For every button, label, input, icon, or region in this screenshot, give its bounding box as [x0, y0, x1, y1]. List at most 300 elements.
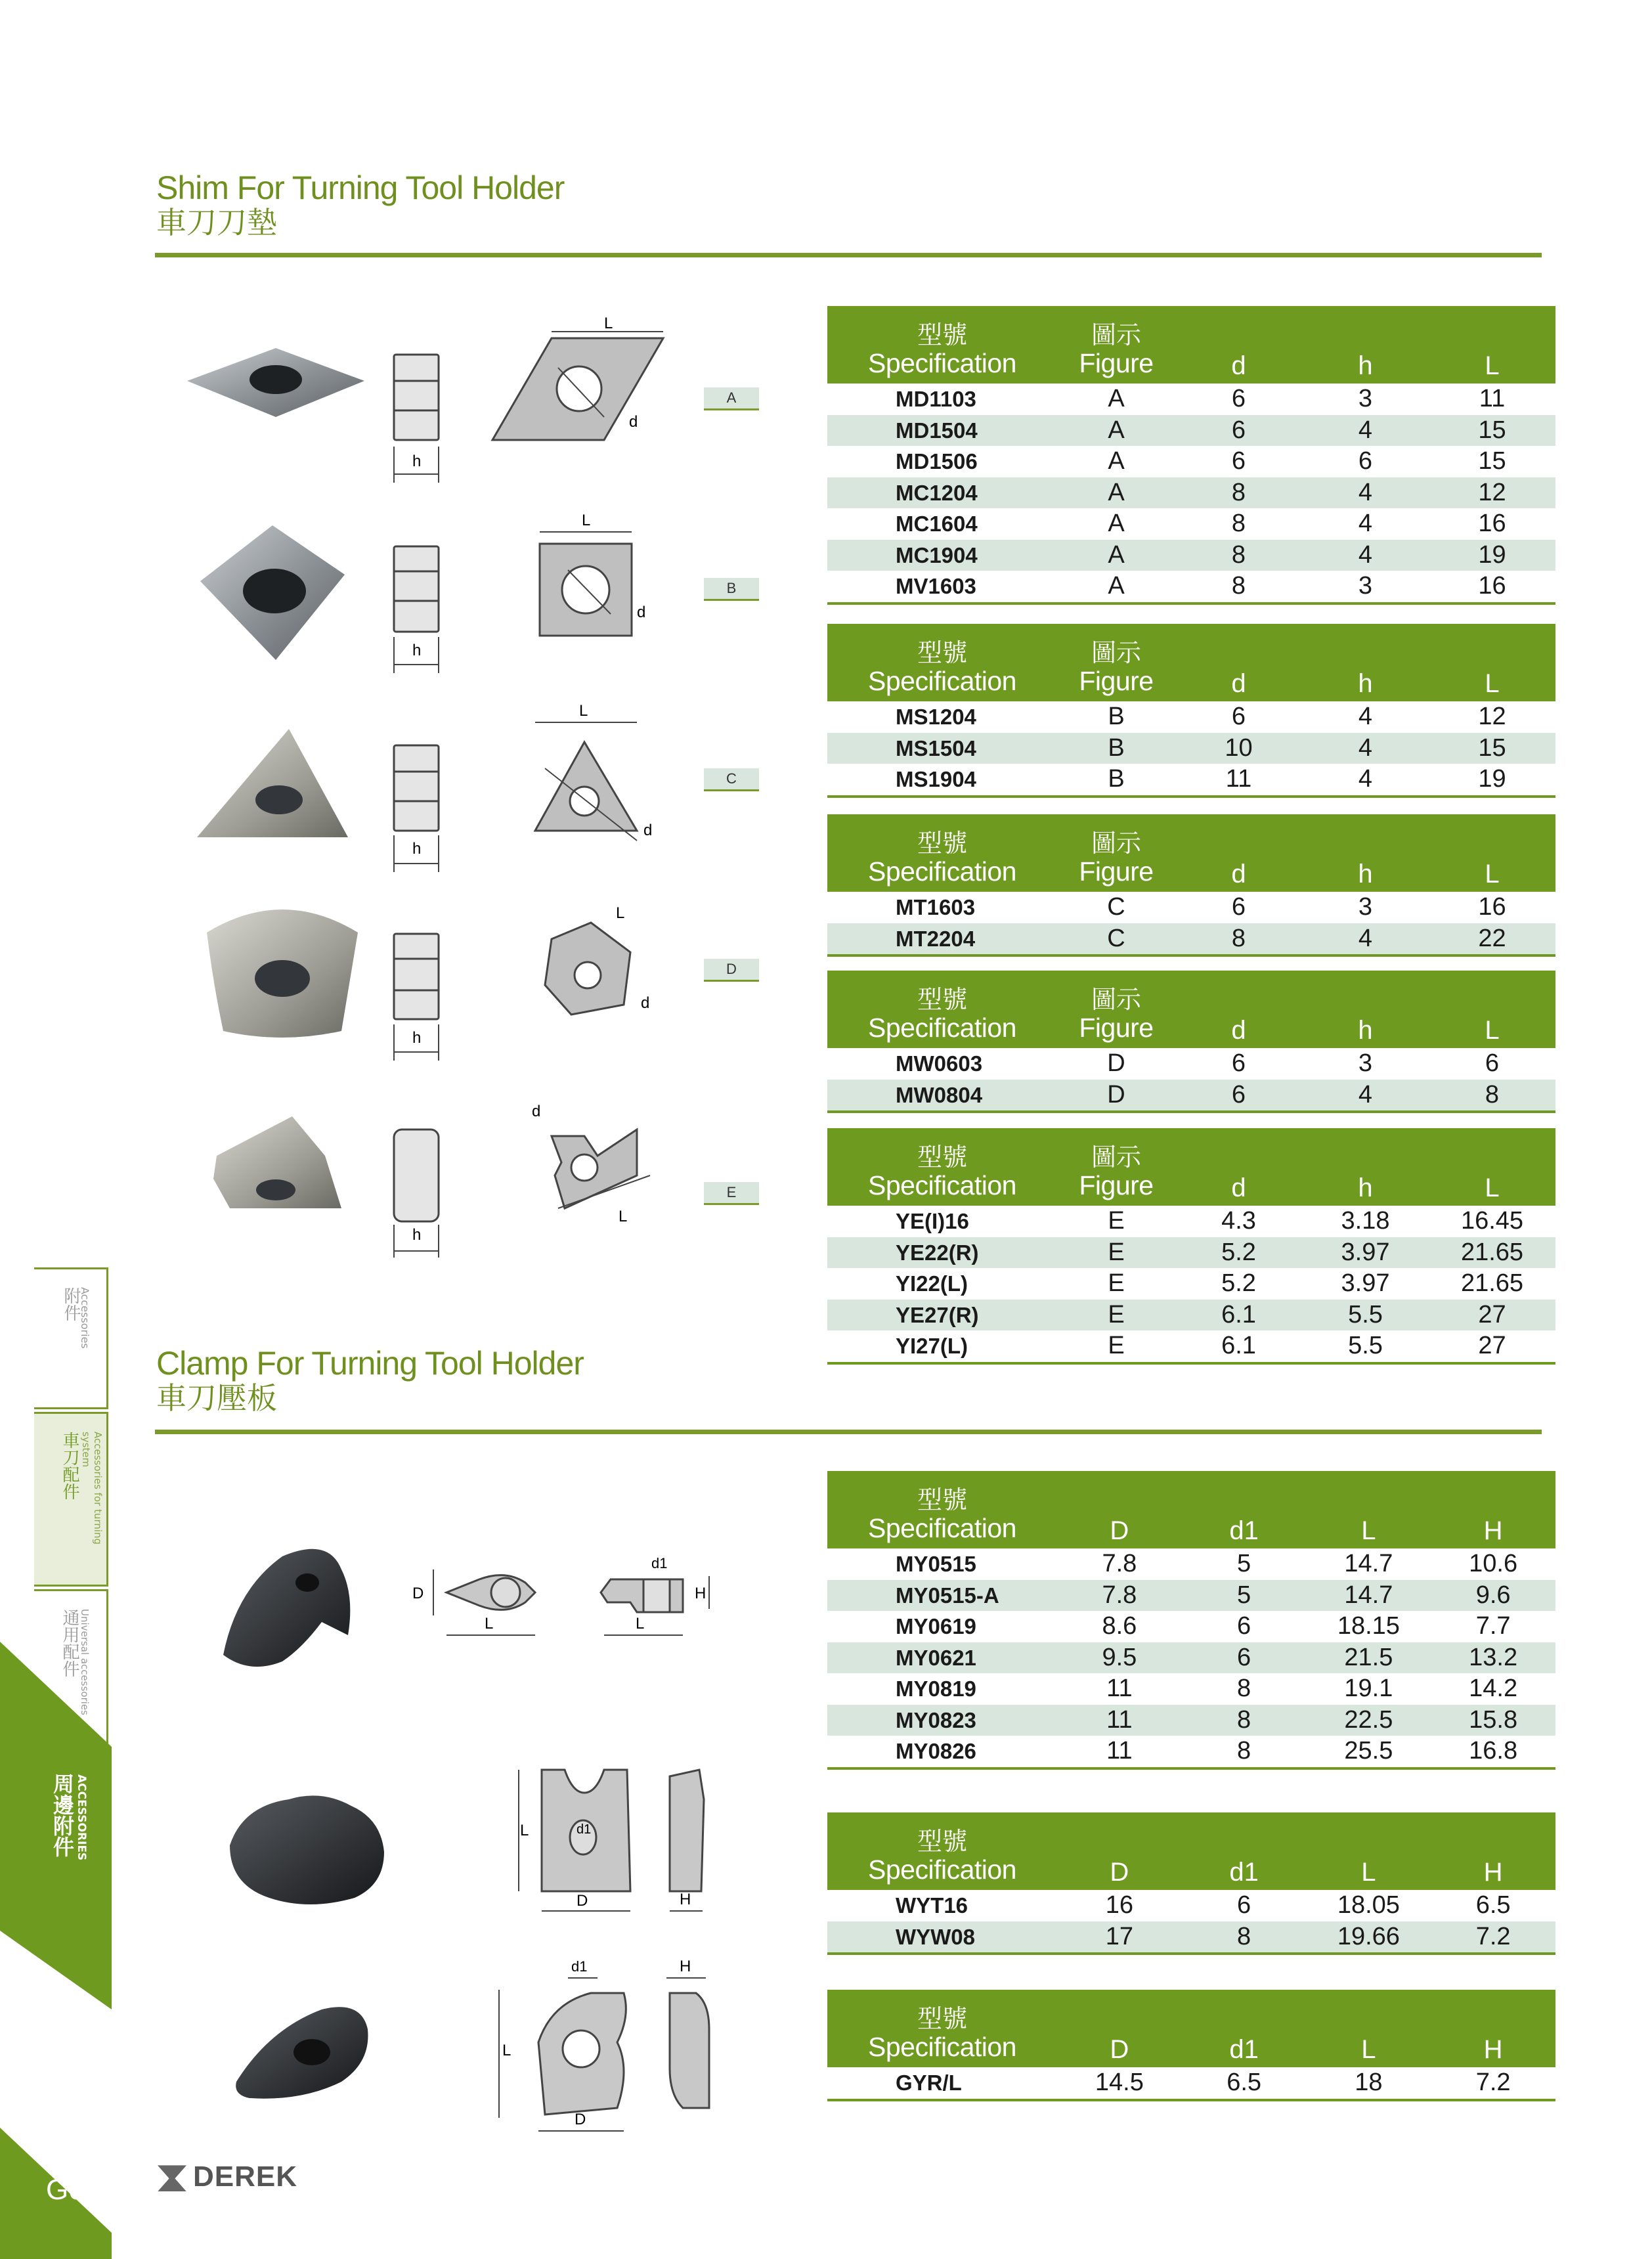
table-cell: 19: [1429, 540, 1555, 571]
col-header: [1057, 1812, 1182, 1890]
table-cell: 9.6: [1431, 1580, 1555, 1612]
col-header: [1175, 814, 1302, 892]
col-header-label: d: [1231, 351, 1246, 380]
shim-drawing-d: [545, 923, 630, 1015]
label-L-d: L: [616, 904, 625, 922]
table-row: [827, 1921, 1555, 1954]
col-header-label: L: [1485, 351, 1500, 380]
table-cell: 11: [1106, 1675, 1133, 1703]
clamp-illustrations: [210, 1530, 735, 2154]
table-row: [827, 1580, 1555, 1612]
col-header: [1302, 1128, 1429, 1206]
spec-header-zh: 型號: [917, 1827, 967, 1856]
col-header-label: h: [1358, 351, 1373, 380]
table-cell: 7.8: [1102, 1550, 1137, 1578]
table-cell: E: [1057, 1237, 1175, 1269]
table-cell: 19.66: [1307, 1921, 1431, 1954]
label-d-c: d: [643, 822, 653, 839]
label-d-e: d: [532, 1103, 541, 1120]
table-cell: 11: [1057, 1705, 1182, 1736]
table-cell: 27: [1429, 1330, 1555, 1363]
table-cell: 16: [1105, 1891, 1134, 1919]
table-row: [827, 1736, 1555, 1768]
sidebar-tab2-zh: 車刀配件: [60, 1432, 79, 1500]
table-cell: 3.97: [1302, 1237, 1429, 1269]
shim-photo-e: [213, 1116, 341, 1208]
shim-drawing-c: [535, 722, 637, 841]
label-h-c: h: [412, 840, 422, 858]
col-header-label: d1: [1229, 2035, 1259, 2064]
page-number: G09: [46, 2174, 101, 2206]
label-L-1: L: [485, 1615, 494, 1633]
figure-header: [1057, 1128, 1175, 1206]
table-cell: 16: [1429, 571, 1555, 603]
clamp-table-3: [827, 1990, 1555, 2101]
shim-drawing-b: [540, 532, 632, 636]
spec-code: MY0621: [827, 1642, 1057, 1674]
table-cell: 8: [1175, 571, 1302, 603]
table-cell: 7.8: [1057, 1580, 1182, 1612]
spec-code: MW0804: [827, 1080, 1057, 1112]
table-cell: 22: [1429, 923, 1555, 956]
table-cell: 8.6: [1102, 1612, 1137, 1640]
col-header-label: D: [1110, 2035, 1129, 2064]
table-row: [827, 1705, 1555, 1736]
table-cell: C: [1057, 923, 1175, 956]
figure-label-e: E: [704, 1182, 759, 1205]
table-cell: 14.7: [1344, 1550, 1393, 1578]
table-cell: A: [1057, 540, 1175, 571]
sidebar-tab2-en: Accessories for turning system: [80, 1432, 104, 1545]
label-D-1: D: [412, 1585, 424, 1602]
shim-table-5: [827, 1128, 1555, 1365]
table-cell: 8: [1182, 1736, 1307, 1768]
table-cell: 3.18: [1341, 1207, 1390, 1235]
label-D-3: D: [575, 2111, 586, 2128]
spec-header-zh: 型號: [917, 638, 967, 668]
col-header-label: d1: [1229, 1858, 1259, 1887]
table-row: [827, 1080, 1555, 1112]
shim-photo-a: [187, 348, 364, 417]
clamp-title-zh: 車刀壓板: [156, 1380, 277, 1416]
table-cell: 5: [1237, 1550, 1251, 1578]
table-cell: 6: [1231, 1049, 1246, 1078]
col-header-label: L: [1485, 1173, 1500, 1202]
table-cell: 18.05: [1337, 1891, 1400, 1919]
col-header-label: d: [1231, 1173, 1246, 1202]
table-cell: 22.5: [1307, 1705, 1431, 1736]
table-cell: 4: [1302, 477, 1429, 509]
table-cell: 7.7: [1475, 1612, 1511, 1640]
spec-header: [827, 1128, 1057, 1206]
col-header-label: H: [1483, 1516, 1503, 1545]
table-cell: 17: [1057, 1921, 1182, 1954]
spec-code: MY0515: [896, 1552, 976, 1577]
spec-header: [827, 306, 1057, 384]
table-row: [827, 1548, 1555, 1580]
spec-code: MD1506: [896, 449, 978, 474]
table-cell: 21.65: [1429, 1237, 1555, 1269]
figure-label-c: C: [704, 768, 759, 791]
spec-code: MY0823: [827, 1705, 1057, 1736]
label-H-2: H: [680, 1891, 691, 1908]
spec-code: MY0619: [896, 1614, 976, 1639]
table-cell: 4: [1358, 510, 1373, 538]
table-cell: 6: [1175, 415, 1302, 447]
col-header: [1429, 624, 1555, 701]
col-header: [1302, 306, 1429, 384]
spec-code: MS1904: [827, 764, 1057, 797]
sidebar-tab3-en: Universal accessories: [79, 1609, 91, 1715]
table-cell: 8: [1175, 540, 1302, 571]
label-L-3: L: [502, 2042, 511, 2059]
table-cell: 6: [1231, 447, 1246, 475]
figure-header: [1057, 624, 1175, 701]
table-cell: 5.2: [1221, 1269, 1256, 1298]
clamp-section-title: [156, 1345, 584, 1416]
table-row: [827, 540, 1555, 571]
table-row: [827, 892, 1555, 923]
spec-header-en: Specification: [868, 665, 1016, 696]
shim-side-a: [394, 355, 439, 440]
col-header: [1302, 814, 1429, 892]
table-row: [827, 1330, 1555, 1363]
table-cell: 6.1: [1175, 1330, 1302, 1363]
col-header: [1307, 1990, 1431, 2067]
table-cell: 5.5: [1302, 1300, 1429, 1331]
shim-table-2: [827, 624, 1555, 798]
clamp-photo-3: [236, 2007, 368, 2098]
col-header: [1429, 814, 1555, 892]
figure-header-en: Figure: [1079, 1170, 1154, 1200]
col-header-label: d1: [1229, 1516, 1259, 1545]
table-row: [827, 415, 1555, 447]
table-cell: 6: [1358, 447, 1373, 475]
table-cell: A: [1057, 477, 1175, 509]
table-cell: 16.8: [1431, 1736, 1555, 1768]
table-cell: 3: [1302, 571, 1429, 603]
table-cell: 6: [1182, 1642, 1307, 1674]
figure-label-b: B: [704, 578, 759, 601]
table-cell: A: [1108, 385, 1125, 413]
table-cell: C: [1107, 893, 1125, 921]
table-cell: 4: [1302, 733, 1429, 764]
label-d-d: d: [641, 994, 650, 1012]
table-cell: 8: [1237, 1675, 1251, 1703]
table-cell: A: [1108, 510, 1125, 538]
figure-header-zh: 圖示: [1091, 1143, 1141, 1172]
table-cell: 6: [1231, 385, 1246, 413]
spec-header: [827, 1812, 1057, 1890]
spec-code: WYW08: [827, 1921, 1057, 1954]
spec-code: MC1904: [827, 540, 1057, 571]
table-row: [827, 2067, 1555, 2100]
shim-side-e: [394, 1130, 439, 1221]
spec-header-zh: 型號: [917, 985, 967, 1015]
col-header-label: h: [1358, 860, 1373, 888]
table-cell: 13.2: [1431, 1642, 1555, 1674]
label-H-3: H: [680, 1958, 691, 1975]
col-header: [1182, 1990, 1307, 2067]
shim-table-1: [827, 306, 1555, 605]
table-cell: 9.5: [1057, 1642, 1182, 1674]
label-d-b: d: [637, 603, 646, 621]
table-cell: 18: [1307, 2067, 1431, 2100]
figure-header-en: Figure: [1079, 856, 1154, 887]
table-cell: E: [1057, 1330, 1175, 1363]
figure-header-zh: 圖示: [1091, 638, 1141, 668]
col-header: [1175, 624, 1302, 701]
col-header-label: d: [1231, 860, 1246, 888]
label-h-d: h: [412, 1029, 422, 1047]
spec-code: MC1204: [827, 477, 1057, 509]
shim-title-zh: 車刀刀墊: [156, 205, 277, 240]
col-header: [1429, 1128, 1555, 1206]
col-header-label: h: [1358, 669, 1373, 698]
logo-icon: [158, 2165, 186, 2191]
table-cell: 16: [1478, 510, 1506, 538]
col-header-label: h: [1358, 1016, 1373, 1045]
table-cell: E: [1057, 1300, 1175, 1331]
table-cell: A: [1057, 415, 1175, 447]
figure-header-zh: 圖示: [1091, 829, 1141, 858]
table-row: [827, 446, 1555, 477]
table-cell: 21.65: [1460, 1269, 1524, 1298]
clamp-drawing-2-side: [670, 1770, 704, 1891]
spec-code: MW0603: [896, 1051, 983, 1076]
col-header-label: D: [1110, 1858, 1129, 1887]
spec-header-en: Specification: [868, 1512, 1016, 1543]
clamp-drawing-1-side: [601, 1579, 683, 1612]
shim-drawing-e: [552, 1130, 650, 1208]
spec-header: [827, 814, 1057, 892]
label-h-b: h: [412, 642, 422, 659]
label-d-a: d: [629, 413, 638, 431]
col-header: [1057, 1471, 1182, 1548]
spec-code: YE22(R): [827, 1237, 1057, 1269]
table-row: [827, 384, 1555, 415]
col-header: [1429, 306, 1555, 384]
col-header: [1429, 971, 1555, 1048]
shim-divider: [155, 253, 1542, 257]
table-cell: 25.5: [1307, 1736, 1431, 1768]
col-header: [1307, 1471, 1431, 1548]
spec-header: [827, 1990, 1057, 2067]
col-header: [1175, 971, 1302, 1048]
sidebar-tab1-en: Accessories: [79, 1287, 91, 1349]
table-cell: 12: [1429, 477, 1555, 509]
spec-header-en: Specification: [868, 1012, 1016, 1043]
table-row: [827, 733, 1555, 764]
spec-code: WYT16: [896, 1893, 968, 1918]
label-d1-3: d1: [571, 1958, 588, 1975]
sidebar-tab1-zh: 附件: [61, 1287, 81, 1321]
spec-header: [827, 971, 1057, 1048]
table-cell: 4: [1302, 415, 1429, 447]
figure-header-zh: 圖示: [1091, 320, 1141, 350]
spec-code: MY0515-A: [827, 1580, 1057, 1612]
table-cell: 6: [1237, 1612, 1251, 1640]
table-row: [827, 1048, 1555, 1080]
table-cell: A: [1057, 571, 1175, 603]
table-cell: 5.2: [1175, 1237, 1302, 1269]
figure-label-a: A: [704, 387, 759, 410]
spec-code: YE27(R): [827, 1300, 1057, 1331]
spec-header-zh: 型號: [917, 1143, 967, 1172]
table-cell: 4: [1302, 1080, 1429, 1112]
label-L-1b: L: [636, 1615, 645, 1633]
table-row: [827, 1206, 1555, 1237]
table-cell: 27: [1429, 1300, 1555, 1331]
table-cell: 4: [1302, 764, 1429, 797]
spec-code: MV1603: [827, 571, 1057, 603]
spec-code: MY0819: [896, 1677, 976, 1701]
figure-header-en: Figure: [1079, 347, 1154, 378]
label-h-a: h: [412, 452, 422, 470]
table-cell: E: [1108, 1207, 1125, 1235]
table-row: [827, 1268, 1555, 1300]
table-cell: 3: [1358, 1049, 1373, 1078]
label-d1-2: d1: [576, 1822, 592, 1837]
spec-code: GYR/L: [827, 2067, 1057, 2100]
col-header-label: H: [1483, 1858, 1503, 1887]
table-row: [827, 1642, 1555, 1674]
label-D-2: D: [576, 1892, 588, 1910]
spec-header-zh: 型號: [917, 829, 967, 858]
table-cell: B: [1057, 764, 1175, 797]
spec-code: YI27(L): [827, 1330, 1057, 1363]
table-cell: 5: [1182, 1580, 1307, 1612]
shim-illustrations: [177, 302, 768, 1287]
shim-table-3: [827, 814, 1555, 957]
spec-code: YE(I)16: [896, 1209, 969, 1234]
col-header: [1182, 1471, 1307, 1548]
table-cell: 7.2: [1431, 2067, 1555, 2100]
spec-code: MT1603: [896, 895, 976, 920]
spec-header: [827, 624, 1057, 701]
col-header-label: L: [1485, 669, 1500, 698]
figure-header: [1057, 814, 1175, 892]
brand-name: DEREK: [193, 2160, 298, 2193]
figure-header: [1057, 306, 1175, 384]
figure-header-zh: 圖示: [1091, 985, 1141, 1015]
spec-header-zh: 型號: [917, 2004, 967, 2034]
spec-code: MD1103: [896, 387, 976, 412]
col-header-label: L: [1485, 860, 1500, 888]
sidebar-green-band: [0, 1642, 112, 2259]
table-cell: 6: [1231, 893, 1246, 921]
shim-title-en: Shim For Turning Tool Holder: [156, 169, 565, 206]
table-cell: 8: [1429, 1080, 1555, 1112]
shim-side-c: [394, 745, 439, 831]
table-cell: 10: [1175, 733, 1302, 764]
figure-label-d: D: [704, 959, 759, 982]
table-cell: 19.1: [1344, 1675, 1393, 1703]
table-cell: 21.5: [1307, 1642, 1431, 1674]
spec-header-zh: 型號: [917, 320, 967, 350]
table-cell: A: [1108, 447, 1125, 475]
table-row: [827, 701, 1555, 733]
spec-header-en: Specification: [868, 1170, 1016, 1200]
table-cell: E: [1108, 1269, 1125, 1298]
table-cell: 11: [1175, 764, 1302, 797]
label-H-1: H: [695, 1585, 706, 1602]
spec-header: [827, 1471, 1057, 1548]
table-cell: 5.5: [1302, 1330, 1429, 1363]
col-header-label: d: [1231, 1016, 1246, 1045]
table-cell: 8: [1175, 477, 1302, 509]
table-cell: 6.5: [1475, 1891, 1511, 1919]
table-cell: 14.5: [1057, 2067, 1182, 2100]
col-header-label: h: [1358, 1173, 1373, 1202]
table-cell: 7.2: [1431, 1921, 1555, 1954]
table-cell: 6: [1231, 703, 1246, 731]
table-cell: 3: [1358, 385, 1373, 413]
clamp-divider: [155, 1430, 1542, 1434]
table-cell: 16: [1478, 893, 1506, 921]
clamp-table-1: [827, 1471, 1555, 1770]
label-d1-1: d1: [651, 1555, 668, 1571]
label-L-e: L: [619, 1208, 628, 1225]
figure-header-en: Figure: [1079, 665, 1154, 696]
table-cell: 16.45: [1460, 1207, 1524, 1235]
table-cell: D: [1107, 1049, 1125, 1078]
col-header-label: H: [1483, 2035, 1503, 2064]
col-header: [1175, 1128, 1302, 1206]
label-L-b: L: [582, 512, 591, 529]
col-header: [1175, 306, 1302, 384]
table-cell: 6.5: [1182, 2067, 1307, 2100]
table-cell: 3: [1358, 893, 1373, 921]
spec-code: MT2204: [827, 923, 1057, 956]
table-cell: 15.8: [1431, 1705, 1555, 1736]
clamp-photo-2: [230, 1795, 384, 1904]
table-cell: 14.7: [1307, 1580, 1431, 1612]
table-cell: D: [1057, 1080, 1175, 1112]
clamp-table-2: [827, 1812, 1555, 1955]
col-header: [1302, 624, 1429, 701]
col-header: [1431, 1812, 1555, 1890]
table-cell: 11: [1057, 1736, 1182, 1768]
table-cell: 3.97: [1341, 1269, 1390, 1298]
spec-header-en: Specification: [868, 2031, 1016, 2062]
sidebar-tab4-en: ACCESSORIES: [75, 1774, 88, 1861]
clamp-drawing-1-top: [446, 1575, 535, 1610]
spec-header-en: Specification: [868, 347, 1016, 378]
table-row: [827, 1300, 1555, 1331]
table-row: [827, 764, 1555, 797]
col-header: [1431, 1990, 1555, 2067]
table-cell: 4.3: [1221, 1207, 1256, 1235]
shim-photo-b: [200, 525, 345, 660]
spec-code: MD1504: [827, 415, 1057, 447]
table-cell: 8: [1231, 510, 1246, 538]
sidebar-tab4-zh: 周邊附件: [50, 1773, 75, 1857]
table-cell: B: [1057, 733, 1175, 764]
spec-code: MY0826: [827, 1736, 1057, 1768]
table-row: [827, 1890, 1555, 1921]
figure-header: [1057, 971, 1175, 1048]
table-cell: 18.15: [1337, 1612, 1400, 1640]
shim-photo-d: [207, 910, 358, 1038]
table-cell: 4: [1302, 540, 1429, 571]
spec-header-en: Specification: [868, 1854, 1016, 1885]
table-cell: 15: [1429, 733, 1555, 764]
clamp-title-en: Clamp For Turning Tool Holder: [156, 1345, 584, 1382]
table-cell: 8: [1175, 923, 1302, 956]
table-cell: 8: [1182, 1705, 1307, 1736]
table-cell: 6: [1237, 1891, 1251, 1919]
